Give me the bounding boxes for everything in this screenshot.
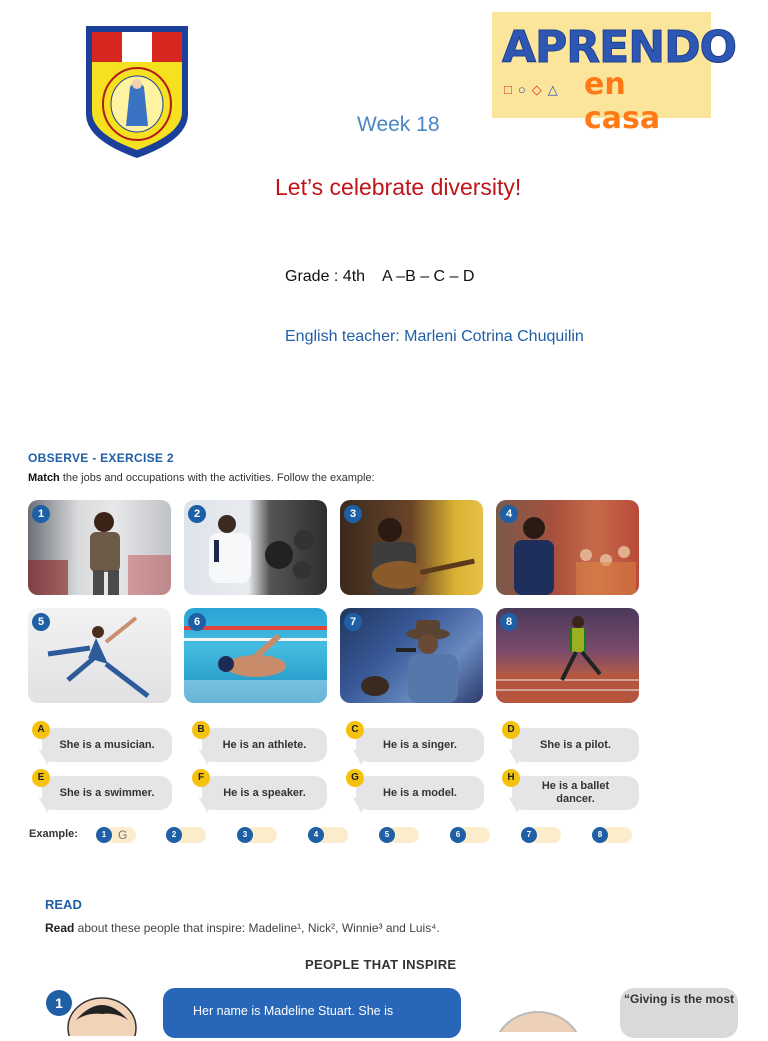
option-a [37, 724, 172, 762]
option-letter: A [32, 721, 50, 739]
photo-athlete [496, 608, 639, 703]
quote-text: “Giving is the most [623, 992, 734, 1006]
photo-singer [340, 608, 483, 703]
photo-number: 5 [32, 613, 50, 631]
option-e [37, 772, 172, 810]
option-letter: G [346, 769, 364, 787]
instruction-text: the jobs and occupations with the activities. Follow the example: [59, 472, 375, 484]
answer-number: 8 [592, 827, 608, 843]
option-text: He is a singer. [383, 738, 457, 751]
answer-number: 5 [379, 827, 395, 843]
option-letter: E [32, 769, 50, 787]
answer-value: G [118, 828, 128, 842]
photo-number: 1 [32, 505, 50, 523]
answer-number: 7 [521, 827, 537, 843]
photo-swimmer [184, 608, 327, 703]
photo-ballet-dancer [28, 608, 171, 703]
week-label: Week 18 [357, 113, 440, 136]
person-photo [490, 1008, 586, 1032]
person-avatar [64, 996, 140, 1036]
option-letter: H [502, 769, 520, 787]
photo-pilot [184, 500, 327, 595]
read-instruction [45, 921, 440, 935]
option-letter: B [192, 721, 210, 739]
logo-en-casa-text: en casa [584, 67, 661, 136]
exercise-instruction [28, 472, 375, 484]
logo-shapes-icon: □○◇△ [504, 82, 564, 97]
option-text: He is a speaker. [223, 786, 306, 799]
story-text: Her name is Madeline Stuart. She is [193, 1004, 394, 1018]
page-title: Let’s celebrate diversity! [275, 174, 522, 200]
teacher-line: English teacher: Marleni Cotrina Chuquilin [285, 328, 584, 345]
option-b [197, 724, 327, 762]
photo-speaker [496, 500, 639, 595]
photo-number: 8 [500, 613, 518, 631]
read-heading: READ [45, 897, 82, 912]
option-text: He is an athlete. [222, 738, 307, 751]
option-text: He is a model. [383, 786, 457, 799]
option-text: She is a musician. [59, 738, 155, 751]
answer-slot-4[interactable] [308, 827, 354, 845]
answer-slot-7[interactable] [521, 827, 567, 845]
answer-slot-6[interactable] [450, 827, 496, 845]
person-number: 1 [46, 990, 72, 1016]
answer-slot-2[interactable] [166, 827, 212, 845]
answer-number: 6 [450, 827, 466, 843]
option-c [351, 724, 484, 762]
option-d [507, 724, 639, 762]
option-h [507, 772, 639, 810]
answer-slot-8[interactable] [592, 827, 638, 845]
read-text: about these people that inspire: Madeline¹, Nick², Winnie³ and Luis⁴. [74, 921, 440, 935]
exercise-heading: OBSERVE - EXERCISE 2 [28, 451, 174, 465]
option-letter: D [502, 721, 520, 739]
option-letter: F [192, 769, 210, 787]
answer-slot-3[interactable] [237, 827, 283, 845]
section-title: PEOPLE THAT INSPIRE [305, 957, 457, 972]
read-bold: Read [45, 921, 75, 935]
option-text: He is a ballet dancer. [541, 780, 610, 805]
photo-model [28, 500, 171, 595]
photo-number: 6 [188, 613, 206, 631]
photo-musician [340, 500, 483, 595]
option-text: She is a pilot. [540, 738, 611, 751]
grade-line: Grade : 4th A –B – C – D [285, 268, 475, 285]
aprendo-en-casa-logo [492, 12, 736, 136]
quote-bubble [620, 988, 738, 1038]
answer-number: 2 [166, 827, 182, 843]
answer-slot-5[interactable] [379, 827, 425, 845]
option-text: She is a swimmer. [59, 786, 155, 799]
example-label: Example: [29, 828, 78, 840]
photo-number: 7 [344, 613, 362, 631]
photo-number: 2 [188, 505, 206, 523]
answer-number: 3 [237, 827, 253, 843]
option-g [351, 772, 484, 810]
story-bubble [163, 988, 461, 1038]
answer-slot-1 [96, 827, 142, 845]
answer-number: 4 [308, 827, 324, 843]
photo-number: 4 [500, 505, 518, 523]
school-crest [82, 22, 192, 162]
option-letter: C [346, 721, 364, 739]
option-f [197, 772, 327, 810]
answer-number: 1 [96, 827, 112, 843]
instruction-bold: Match [28, 472, 60, 484]
logo-aprendo-text: APRENDO [502, 22, 736, 73]
photo-number: 3 [344, 505, 362, 523]
